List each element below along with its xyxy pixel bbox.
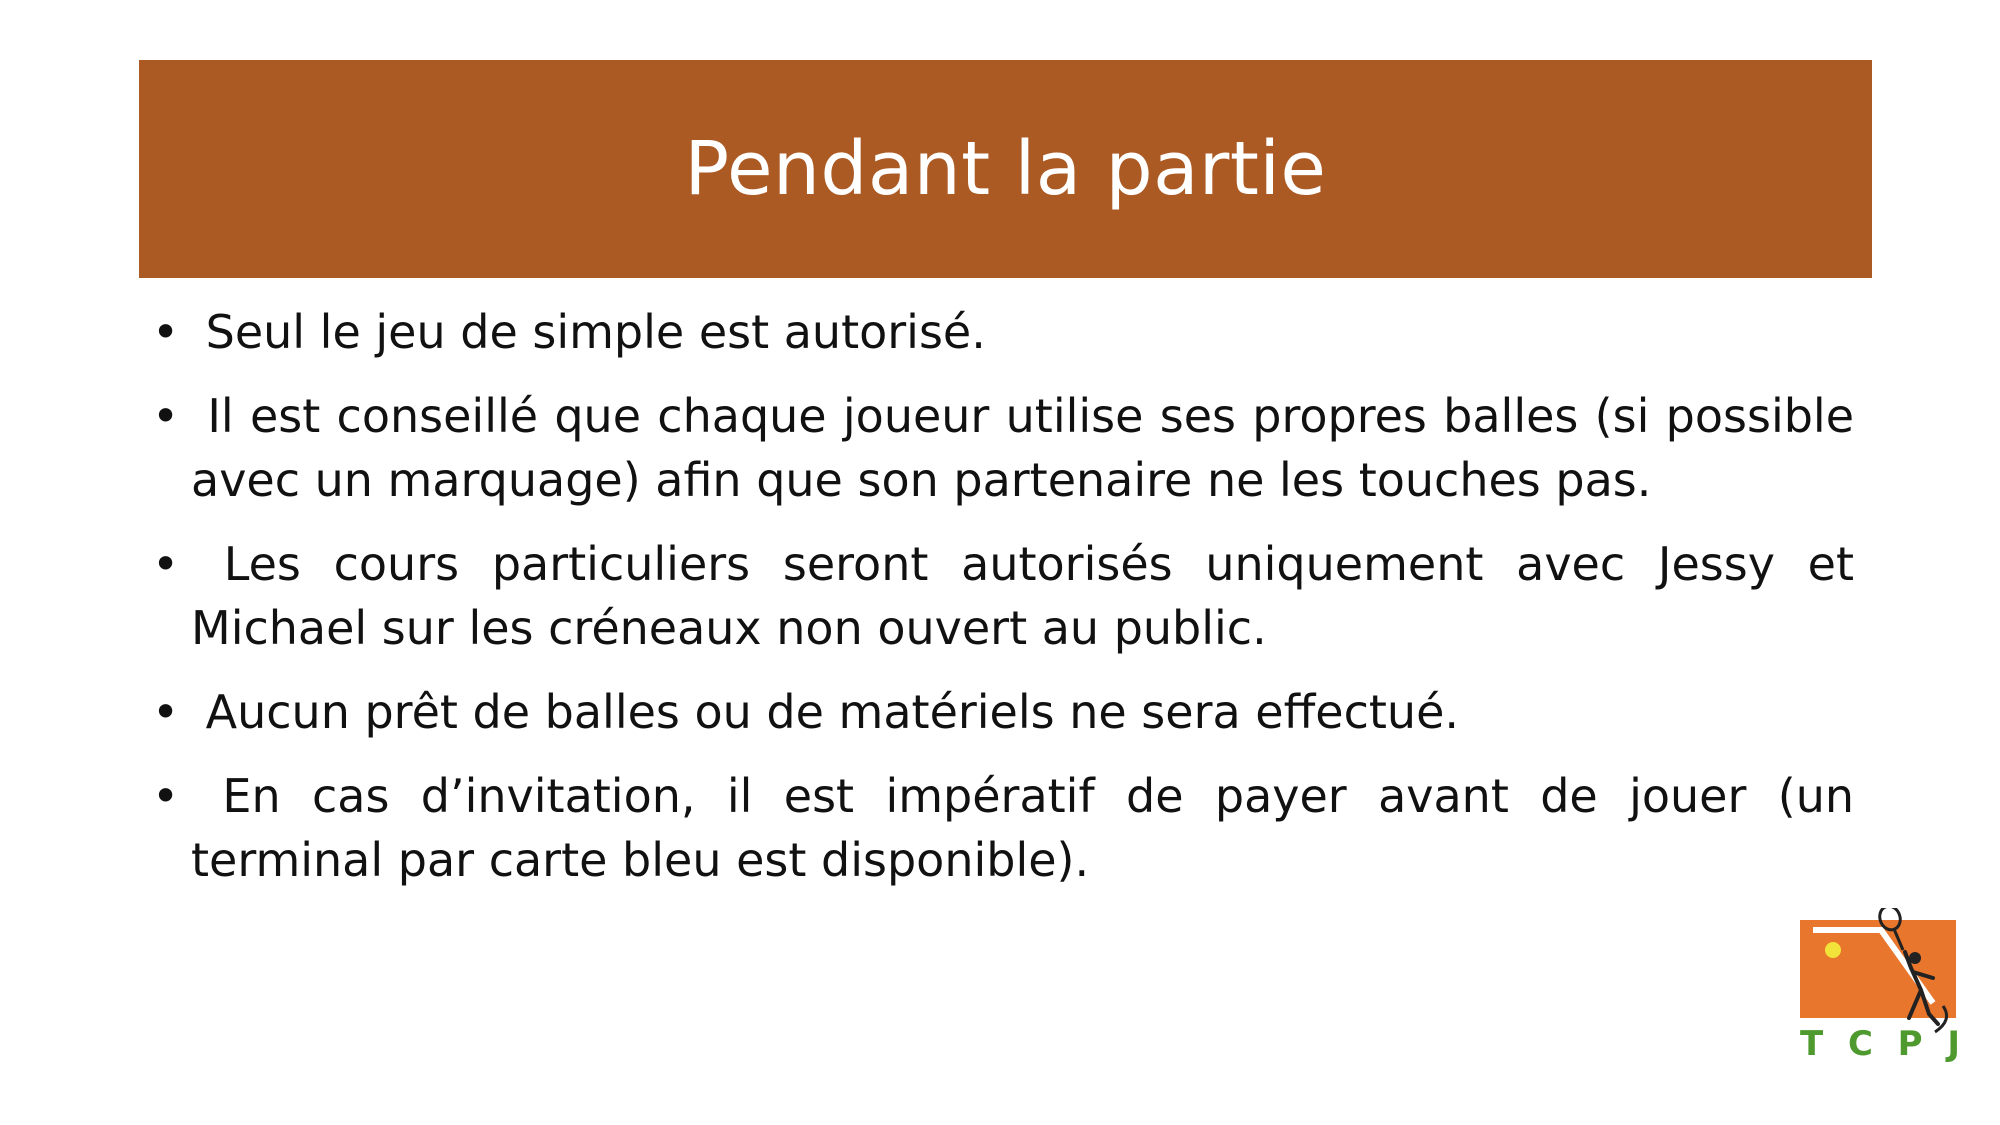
logo-letter: J: [1947, 1024, 1960, 1064]
bullet-item: [150, 680, 1854, 744]
bullet-item: [150, 532, 1854, 660]
bullet-text: Seul le jeu de simple est autorisé.: [205, 305, 986, 359]
logo-letter: P: [1897, 1024, 1923, 1064]
bullet-list: [150, 300, 1854, 912]
slide-title: Pendant la partie: [684, 126, 1327, 212]
logo-letters: [1800, 1024, 1960, 1064]
title-banner: [139, 60, 1872, 278]
bullet-text: Les cours particuliers seront autorisés uniquement avec Jessy et Michael sur les créneaux non ouvert au public.: [191, 537, 1855, 655]
bullet-text: En cas d’invitation, il est impératif de payer avant de jouer (un terminal par carte bleu est disponible).: [191, 769, 1855, 887]
bullet-item: [150, 300, 1854, 364]
logo-court: [1800, 920, 1956, 1018]
logo-ball: [1825, 942, 1841, 958]
bullet-item: [150, 384, 1854, 512]
bullet-text: Il est conseillé que chaque joueur utilise ses propres balles (si possible avec un marquage) afin que son partenaire ne les touches pas.: [191, 389, 1855, 507]
bullet-item: [150, 764, 1854, 892]
logo-letter: C: [1847, 1024, 1873, 1064]
logo-letter: T: [1800, 1024, 1824, 1064]
bullet-text: Aucun prêt de balles ou de matériels ne sera effectué.: [205, 685, 1459, 739]
